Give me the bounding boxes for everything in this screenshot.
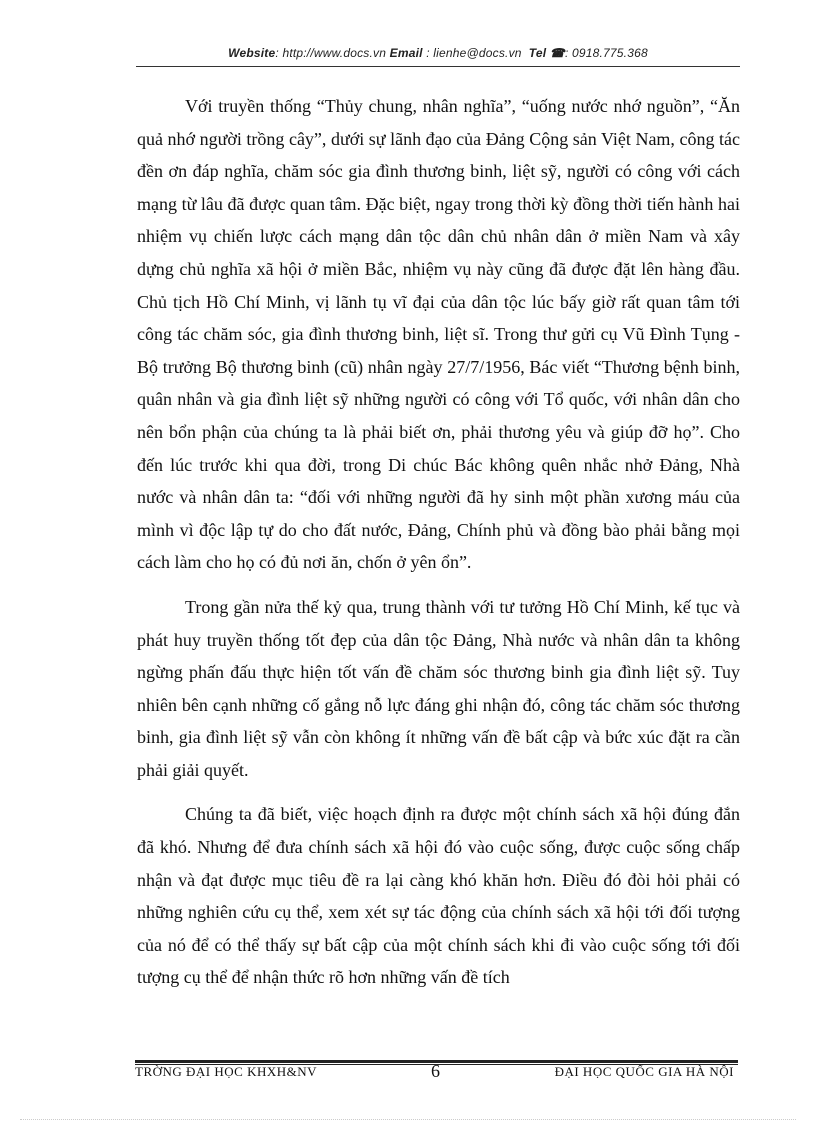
paragraph-1: Với truyền thống “Thủy chung, nhân nghĩa”, “uống nước nhớ nguồn”, “Ăn quả nhớ người trồng cây”, dưới sự lãnh đạo của Đảng Cộng sản Việt Nam, công tác đền ơn đáp nghĩa, chăm sóc gia đình thương binh, liệt sỹ, người có công với cách mạng từ lâu đã được quan tâm. Đặc biệt, ngay trong thời kỳ đồng thời tiến hành hai nhiệm vụ chiến lược cách mạng dân tộc dân chủ nhân dân ở miền Nam và xây dựng chủ nghĩa xã hội ở miền Bắc, nhiệm vụ này cũng đã được đặt lên hàng đầu. Chủ tịch Hồ Chí Minh, vị lãnh tụ vĩ đại của dân tộc lúc bấy giờ rất quan tâm tới công tác chăm sóc, gia đình thương binh, liệt sĩ. Trong thư gửi cụ Vũ Đình Tụng - Bộ trưởng Bộ thương binh (cũ) nhân ngày 27/7/1956, Bác viết “Thương bệnh binh, quân nhân và gia đình liệt sỹ những người có công với Tổ quốc, với nhân dân cho nên bổn phận của chúng ta là phải biết ơn, phải thương yêu và giúp đỡ họ”. Cho đến lúc trước khi qua đời, trong Di chúc Bác không quên nhắc nhở Đảng, Nhà nước và nhân dân ta: “đối với những người đã hy sinh một phần xương máu của mình vì độc lập tự do cho đất nước, Đảng, Chính phủ và đồng bào phải bằng mọi cách làm cho họ có đủ nơi ăn, chốn ở yên ổn”. xyxy=(137,96,740,573)
phone-icon: ☎ xyxy=(549,46,565,60)
email-sep: : xyxy=(422,46,434,60)
page-footer xyxy=(135,1064,738,1078)
paragraph-3: Chúng ta đã biết, việc hoạch định ra được một chính sách xã hội đúng đắn đã khó. Nhưng để đưa chính sách xã hội đó vào cuộc sống, được cuộc sống chấp nhận và đạt được mục tiêu đề ra lại càng khó khăn hơn. Điều đó đòi hỏi phải có những nghiên cứu cụ thể, xem xét sự tác động của chính sách xã hội tới đối tượng của nó để có thể thấy sự bất cập của một chính sách khi đi vào cuộc sống tới đối tượng cụ thể để nhận thức rõ hơn những vấn đề tích xyxy=(137,804,740,988)
page-number: 6 xyxy=(431,1064,440,1078)
website-sep: : xyxy=(275,46,283,60)
email-value[interactable]: lienhe@docs.vn xyxy=(433,46,522,60)
footer-divider-thick xyxy=(135,1060,738,1063)
document-body xyxy=(137,90,740,1006)
header-divider xyxy=(136,66,740,67)
tel-label: Tel xyxy=(528,46,547,60)
paragraph-2: Trong gần nửa thế kỷ qua, trung thành với tư tưởng Hồ Chí Minh, kế tục và phát huy truyền thống tốt đẹp của dân tộc Đảng, Nhà nước và nhân dân ta không ngừng phấn đấu thực hiện tốt vấn đề chăm sóc thương binh gia đình liệt sỹ. Tuy nhiên bên cạnh những cố gắng nỗ lực đáng ghi nhận đó, công tác chăm sóc thương binh, gia đình liệt sỹ vẫn còn không ít những vấn đề bất cập và bức xúc đặt ra cần phải giải quyết. xyxy=(137,596,740,780)
footer-left-text: TRỜNG ĐẠI HỌC KHXH&NV xyxy=(135,1064,318,1078)
website-url[interactable]: http://www.docs.vn xyxy=(282,46,387,60)
footer-right-text: ĐẠI HỌC QUỐC GIA HÀ NỘI xyxy=(554,1064,734,1078)
page-bottom-dotted-line xyxy=(20,1119,796,1120)
tel-sep: : xyxy=(564,46,573,60)
website-label: Website xyxy=(228,46,276,60)
tel-value: 0918.775.368 xyxy=(572,46,648,60)
page-header xyxy=(136,46,740,60)
email-label: Email xyxy=(389,46,423,60)
